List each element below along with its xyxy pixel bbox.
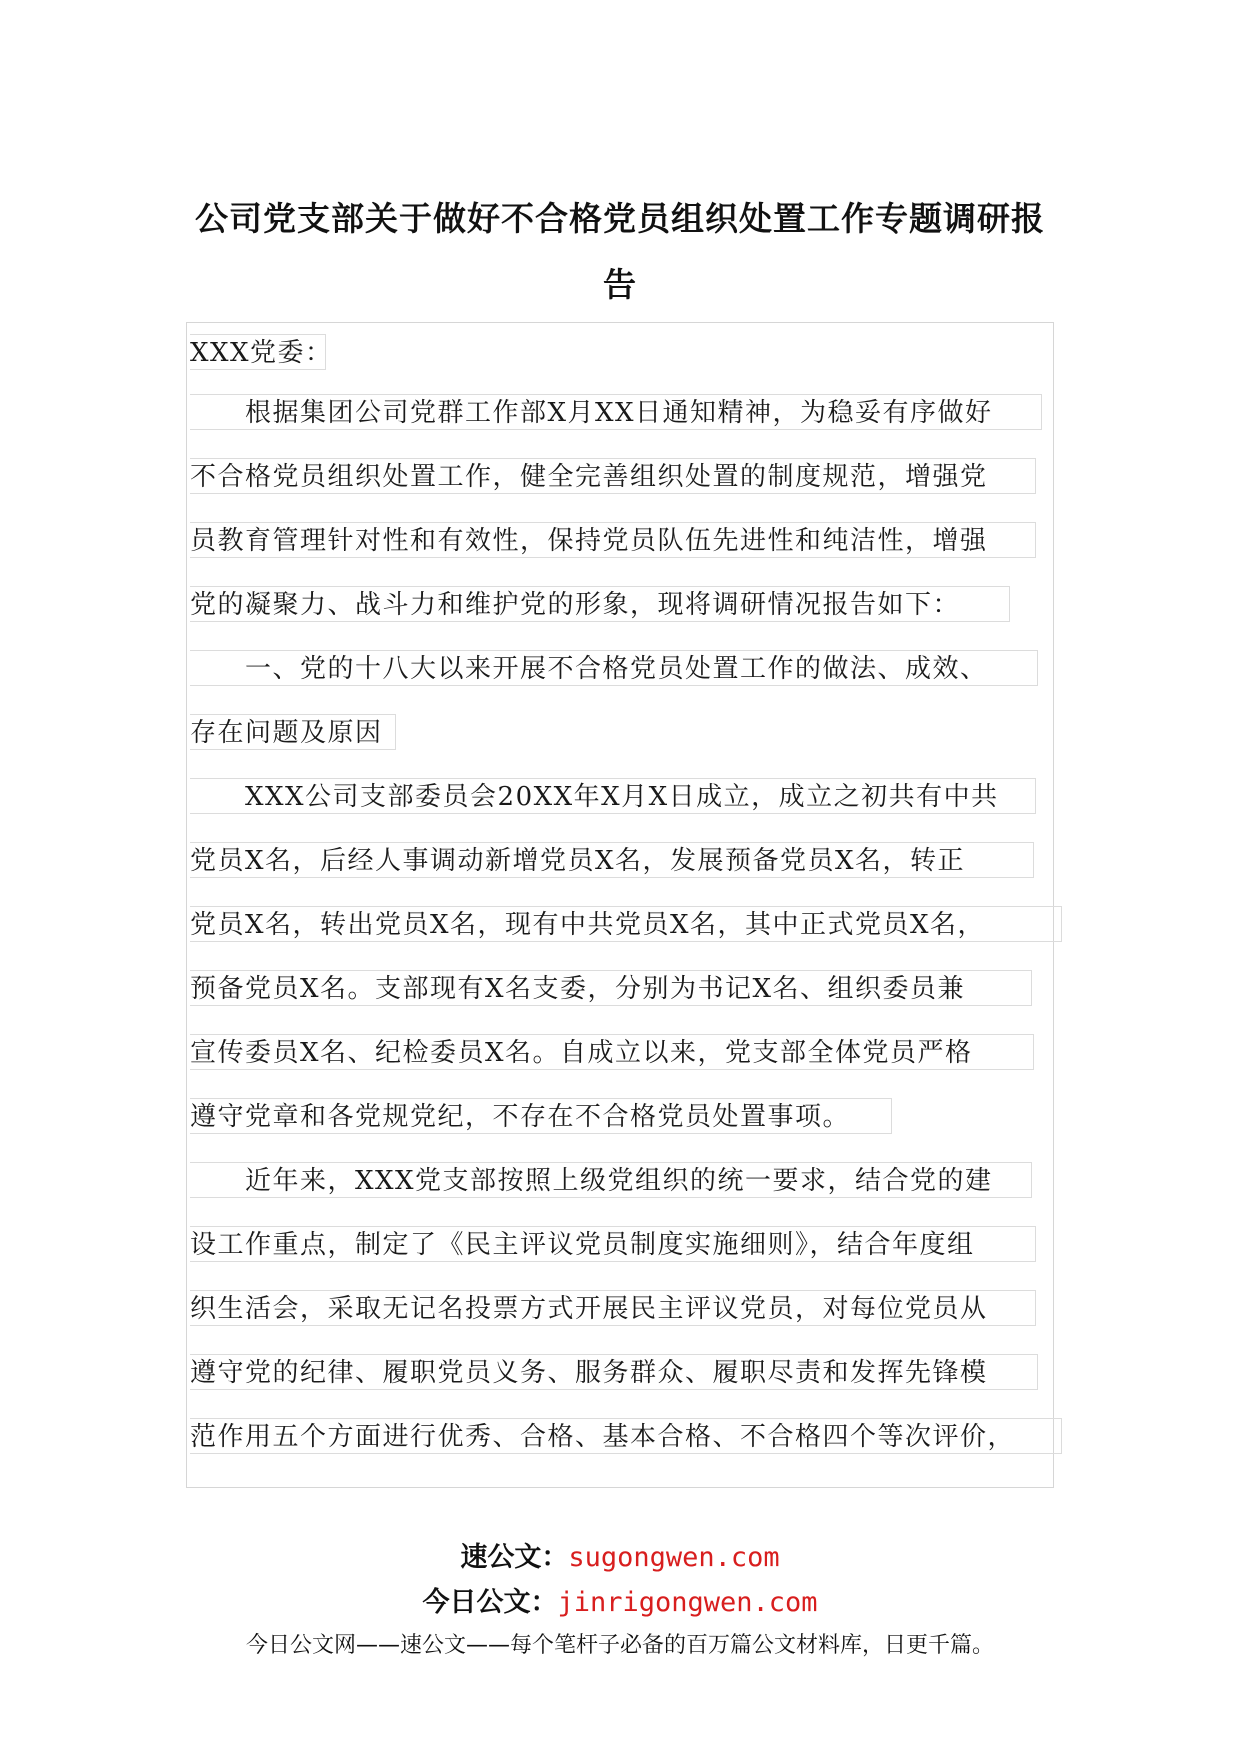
- footer-sugongwen-label: 速公文：: [460, 1542, 569, 1573]
- body-line: 设工作重点，制定了《民主评议党员制度实施细则》，结合年度组: [190, 1226, 1036, 1262]
- body-line: 近年来，XXX党支部按照上级党组织的统一要求，结合党的建: [190, 1162, 1032, 1198]
- footer-slogan: 今日公文网——速公文——每个笔杆子必备的百万篇公文材料库，日更千篇。: [245, 1633, 994, 1658]
- body-line: 员教育管理针对性和有效性，保持党员队伍先进性和纯洁性，增强: [190, 522, 1036, 558]
- footer-jinrigongwen: [0, 1580, 1240, 1619]
- body-line: XXX公司支部委员会20XX年X月X日成立，成立之初共有中共: [190, 778, 1036, 814]
- jinrigongwen-link[interactable]: jinrigongwen.com: [557, 1587, 818, 1618]
- document-title-line-2: 告: [603, 265, 637, 304]
- body-line: 党员X名，后经人事调动新增党员X名，发展预备党员X名，转正: [190, 842, 1034, 878]
- document-title-line-1: 公司党支部关于做好不合格党员组织处置工作专题调研报: [195, 199, 1045, 238]
- section-heading-line: 一、党的十八大以来开展不合格党员处置工作的做法、成效、: [190, 650, 1038, 686]
- body-line: 根据集团公司党群工作部X月XX日通知精神，为稳妥有序做好: [190, 394, 1042, 430]
- body-line: 遵守党的纪律、履职党员义务、服务群众、履职尽责和发挥先锋模: [190, 1354, 1038, 1390]
- sugongwen-link[interactable]: sugongwen.com: [568, 1542, 780, 1573]
- body-line: 范作用五个方面进行优秀、合格、基本合格、不合格四个等次评价，: [190, 1418, 1062, 1454]
- footer-jinrigongwen-label: 今日公文：: [422, 1587, 558, 1618]
- body-line: 党员X名，转出党员X名，现有中共党员X名，其中正式党员X名，: [190, 906, 1062, 942]
- body-line: 党的凝聚力、战斗力和维护党的形象，现将调研情况报告如下：: [190, 586, 1010, 622]
- body-line: 不合格党员组织处置工作，健全完善组织处置的制度规范，增强党: [190, 458, 1036, 494]
- salutation-line: XXX党委：: [190, 334, 326, 370]
- section-heading-line: 存在问题及原因: [190, 714, 396, 750]
- body-line: 织生活会，采取无记名投票方式开展民主评议党员，对每位党员从: [190, 1290, 1036, 1326]
- body-line: 遵守党章和各党规党纪，不存在不合格党员处置事项。: [190, 1098, 892, 1134]
- body-line: 预备党员X名。支部现有X名支委，分别为书记X名、组织委员兼: [190, 970, 1032, 1006]
- footer-sugongwen: [0, 1535, 1240, 1574]
- body-line: 宣传委员X名、纪检委员X名。自成立以来，党支部全体党员严格: [190, 1034, 1034, 1070]
- document-title: [190, 186, 1050, 318]
